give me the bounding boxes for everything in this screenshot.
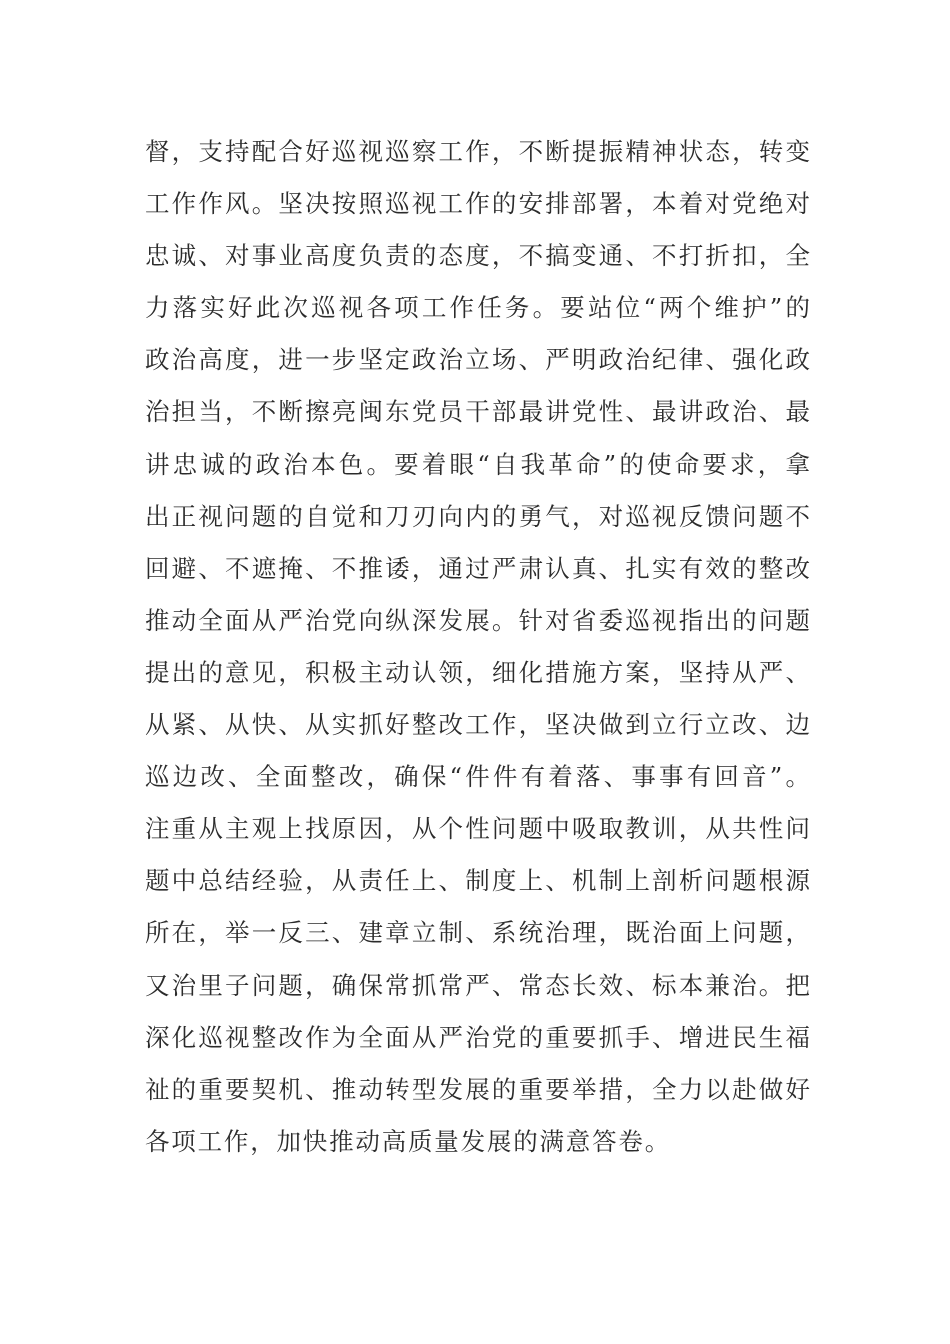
text-line: 所在，举一反三、建章立制、系统治理，既治面上问题， [145, 918, 810, 948]
text-line: 祉的重要契机、推动转型发展的重要举措，全力以赴做好 [145, 1074, 810, 1104]
body-paragraph [145, 126, 810, 1168]
text-line-last: 各项工作，加快推动高质量发展的满意答卷。 [145, 1126, 671, 1156]
text-line: 出正视问题的自觉和刀刃向内的勇气，对巡视反馈问题不 [145, 501, 810, 531]
text-line: 从紧、从快、从实抓好整改工作，坚决做到立行立改、边 [145, 710, 810, 740]
text-line: 工作作风。坚决按照巡视工作的安排部署，本着对党绝对 [145, 189, 810, 219]
text-line: 政治高度，进一步坚定政治立场、严明政治纪律、强化政 [145, 345, 810, 375]
text-line: 治担当，不断擦亮闽东党员干部最讲党性、最讲政治、最 [145, 397, 810, 427]
text-line: 力落实好此次巡视各项工作任务。要站位“两个维护”的 [145, 293, 810, 323]
text-line: 注重从主观上找原因，从个性问题中吸取教训，从共性问 [145, 814, 810, 844]
text-line: 推动全面从严治党向纵深发展。针对省委巡视指出的问题 [145, 605, 810, 635]
text-line: 忠诚、对事业高度负责的态度，不搞变通、不打折扣，全 [145, 241, 810, 271]
text-line: 巡边改、全面整改，确保“件件有着落、事事有回音”。 [145, 762, 810, 792]
text-line: 回避、不遮掩、不推诿，通过严肃认真、扎实有效的整改 [145, 553, 810, 583]
text-line: 讲忠诚的政治本色。要着眼“自我革命”的使命要求，拿 [145, 449, 810, 479]
text-line: 提出的意见，积极主动认领，细化措施方案，坚持从严、 [145, 657, 810, 687]
text-line: 深化巡视整改作为全面从严治党的重要抓手、增进民生福 [145, 1022, 810, 1052]
text-line: 督，支持配合好巡视巡察工作，不断提振精神状态，转变 [145, 137, 810, 166]
text-line: 又治里子问题，确保常抓常严、常态长效、标本兼治。把 [145, 970, 810, 1000]
text-line: 题中总结经验，从责任上、制度上、机制上剖析问题根源 [145, 866, 810, 896]
